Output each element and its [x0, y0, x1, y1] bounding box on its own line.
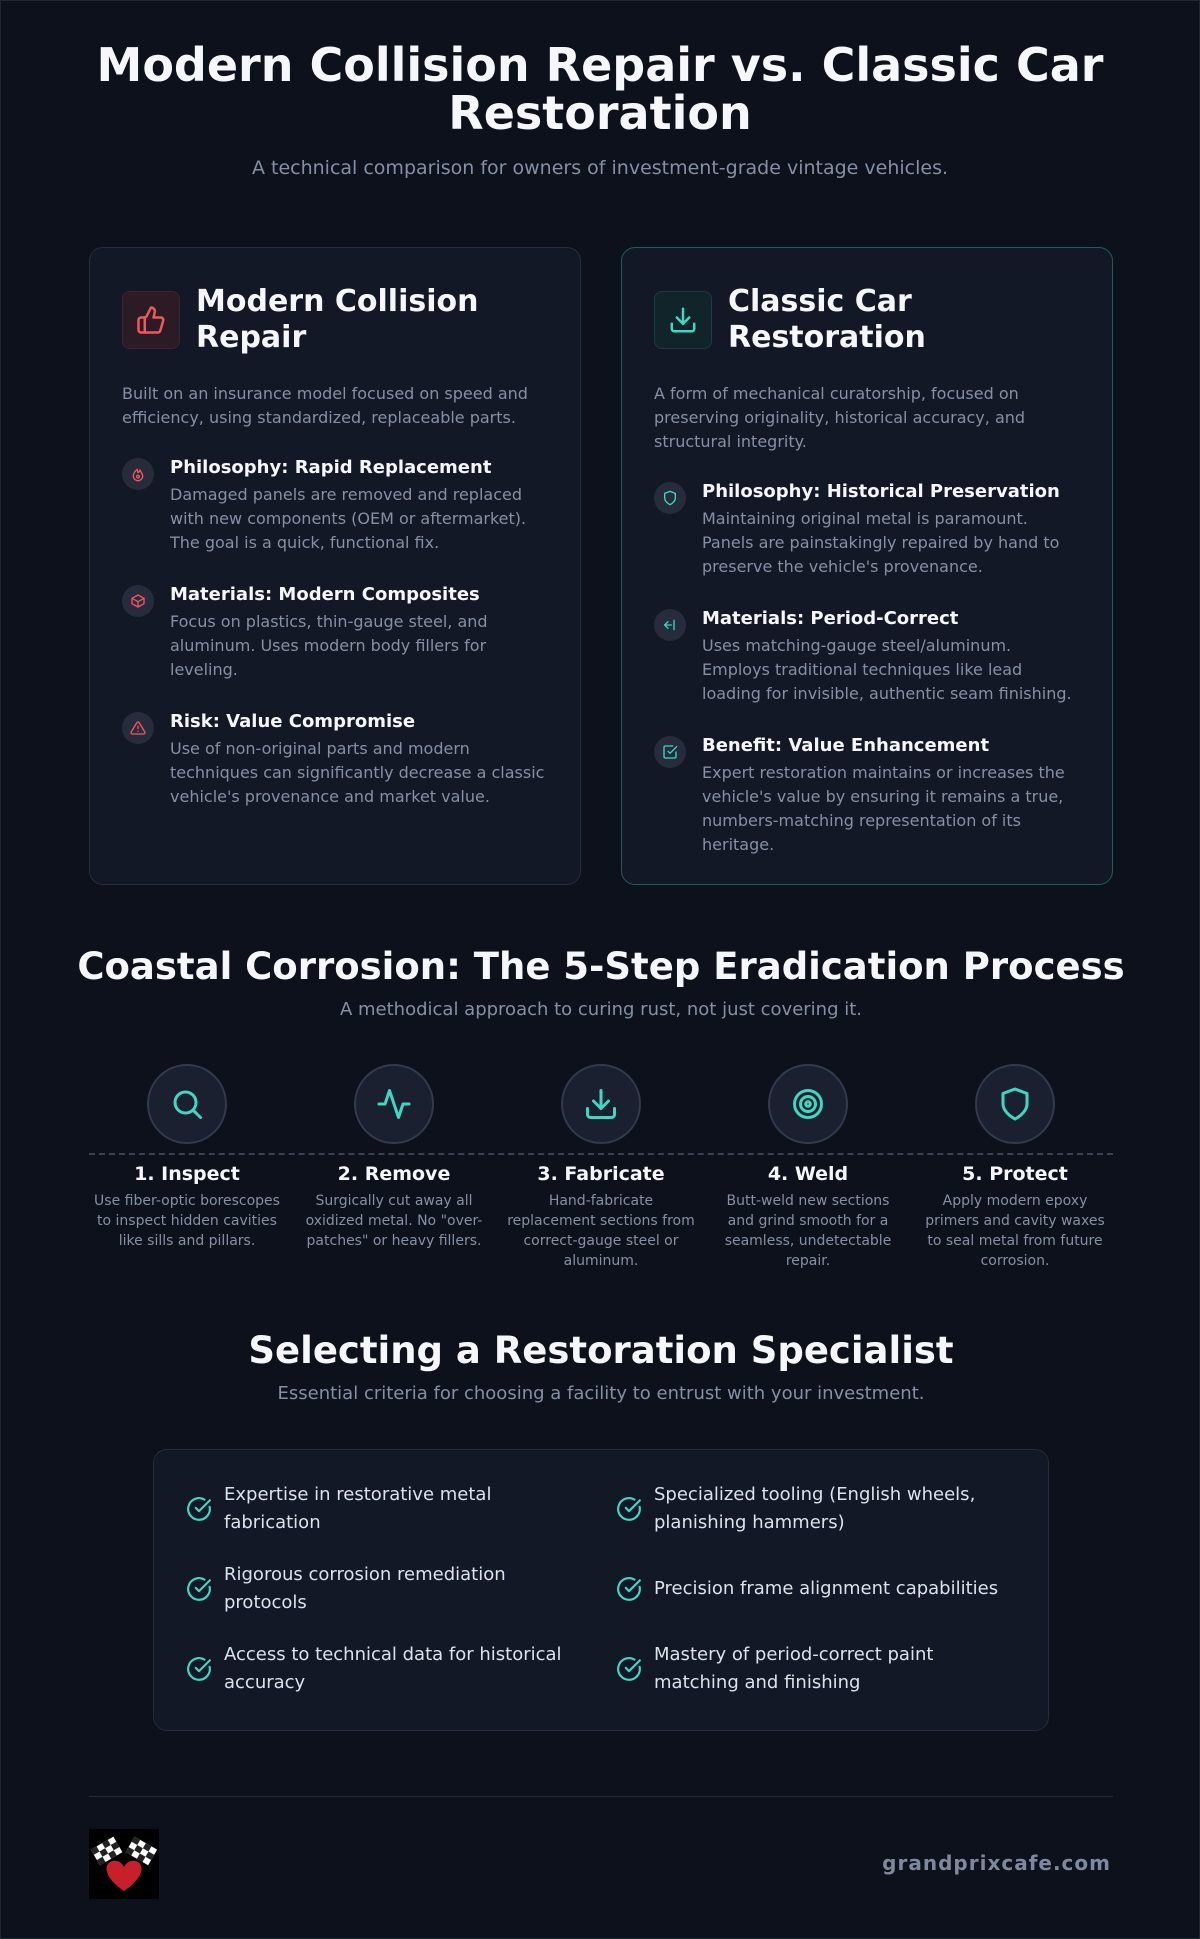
criteria-text: Precision frame alignment capabilities	[654, 1578, 999, 1599]
thumbs-up-icon	[122, 291, 180, 349]
criteria-text: Expertise in restorative metal fabrication	[224, 1484, 492, 1533]
check-circle-icon	[616, 1576, 642, 1602]
card-description: Built on an insurance model focused on speed and efficiency, using standardized, replaceable parts.	[122, 384, 528, 427]
step-title: 3. Fabricate	[537, 1163, 665, 1185]
comparison-section	[89, 247, 1113, 885]
process-title: Coastal Corrosion: The 5-Step Eradication Process	[77, 945, 1125, 988]
check-circle-icon	[186, 1656, 212, 1682]
card-header	[122, 284, 548, 356]
specialist-subtitle: Essential criteria for choosing a facility to entrust with your investment.	[277, 1383, 925, 1404]
feature-text: Expert restoration maintains or increases the vehicle's value by ensuring it remains a true, numbers-matching representation of its heritage.	[702, 763, 1065, 854]
criteria-item	[186, 1640, 586, 1698]
page-subtitle: A technical comparison for owners of investment-grade vintage vehicles.	[251, 157, 949, 179]
card-title: Classic Car Restoration	[728, 284, 926, 355]
check-circle-icon	[616, 1656, 642, 1682]
target-icon	[768, 1064, 848, 1144]
feature-item	[122, 583, 548, 682]
step-text: Use fiber-optic borescopes to inspect hidden cavities like sills and pillars.	[94, 1193, 280, 1249]
step-title: 4. Weld	[767, 1163, 849, 1185]
step-inspect	[89, 1064, 285, 1251]
step-text: Hand-fabricate replacement sections from correct-gauge steel or aluminum.	[507, 1193, 695, 1269]
criteria-item	[186, 1480, 586, 1538]
search-icon	[147, 1064, 227, 1144]
arrow-left-bar-icon	[654, 609, 686, 641]
hero	[1, 1, 1199, 179]
footer-divider	[89, 1796, 1113, 1797]
criteria-item	[616, 1480, 1016, 1538]
feature-text: Maintaining original metal is paramount. Panels are painstakingly repaired by hand to preserve the vehicle's provenance.	[702, 509, 1060, 576]
feature-list	[122, 456, 548, 809]
step-title: 2. Remove	[337, 1163, 451, 1185]
feature-title: Materials: Period-Correct	[702, 608, 959, 629]
feature-text: Focus on plastics, thin-gauge steel, and aluminum. Uses modern body fillers for leveling.	[170, 612, 488, 679]
step-title: 1. Inspect	[134, 1163, 240, 1185]
cube-icon	[122, 585, 154, 617]
criteria-item	[186, 1560, 586, 1618]
criteria-text: Specialized tooling (English wheels, planishing hammers)	[654, 1484, 976, 1533]
feature-item	[654, 480, 1080, 579]
site-url[interactable]: grandprixcafe.com	[882, 1851, 1111, 1875]
feature-item	[122, 456, 548, 555]
criteria-text: Rigorous corrosion remediation protocols	[224, 1564, 506, 1613]
shield-icon	[975, 1064, 1055, 1144]
feature-title: Philosophy: Historical Preservation	[702, 481, 1060, 502]
step-weld	[710, 1064, 906, 1271]
feature-title: Philosophy: Rapid Replacement	[170, 457, 492, 478]
check-circle-icon	[616, 1496, 642, 1522]
feature-item	[654, 607, 1080, 706]
criteria-text: Mastery of period-correct paint matching and finishing	[654, 1644, 934, 1693]
process-subtitle: A methodical approach to curing rust, not just covering it.	[339, 999, 863, 1020]
step-text: Butt-weld new sections and grind smooth for a seamless, undetectable repair.	[724, 1193, 892, 1269]
specialist-title: Selecting a Restoration Specialist	[248, 1329, 954, 1372]
step-text: Surgically cut away all oxidized metal. No "over-patches" or heavy fillers.	[305, 1193, 483, 1249]
criteria-card	[153, 1449, 1049, 1731]
fire-icon	[122, 458, 154, 490]
feature-title: Benefit: Value Enhancement	[702, 735, 990, 756]
shield-icon	[654, 482, 686, 514]
modern-collision-card	[89, 247, 581, 885]
page-title: Modern Collision Repair vs. Classic Car Restoration	[96, 38, 1104, 140]
criteria-text: Access to technical data for historical accuracy	[224, 1644, 562, 1693]
step-text: Apply modern epoxy primers and cavity waxes to seal metal from future corrosion.	[925, 1193, 1105, 1269]
step-protect	[917, 1064, 1113, 1271]
feature-item	[122, 710, 548, 809]
activity-icon	[354, 1064, 434, 1144]
feature-text: Uses matching-gauge steel/aluminum. Employs traditional techniques like lead loading for invisible, authentic seam finishing.	[702, 636, 1072, 703]
check-circle-icon	[186, 1576, 212, 1602]
feature-title: Risk: Value Compromise	[170, 711, 416, 732]
card-title: Modern Collision Repair	[196, 284, 479, 355]
gpc-logo[interactable]	[89, 1829, 159, 1899]
feature-title: Materials: Modern Composites	[170, 584, 480, 605]
warning-icon	[122, 712, 154, 744]
feature-list	[654, 480, 1080, 857]
check-square-icon	[654, 736, 686, 768]
step-title: 5. Protect	[962, 1163, 1068, 1185]
feature-text: Use of non-original parts and modern techniques can significantly decrease a classic vehicle's provenance and market value.	[170, 739, 545, 806]
process-steps	[89, 1064, 1113, 1274]
download-icon	[654, 291, 712, 349]
card-description: A form of mechanical curatorship, focused on preserving originality, historical accuracy, and structural integrity.	[654, 384, 1026, 451]
criteria-item	[616, 1560, 1016, 1618]
download-icon	[561, 1064, 641, 1144]
criteria-item	[616, 1640, 1016, 1698]
step-remove	[296, 1064, 492, 1251]
classic-restoration-card	[621, 247, 1113, 885]
card-header	[654, 284, 1080, 356]
feature-item	[654, 734, 1080, 857]
feature-text: Damaged panels are removed and replaced with new components (OEM or aftermarket). The goal is a quick, functional fix.	[170, 485, 527, 552]
step-fabricate	[503, 1064, 699, 1271]
check-circle-icon	[186, 1496, 212, 1522]
